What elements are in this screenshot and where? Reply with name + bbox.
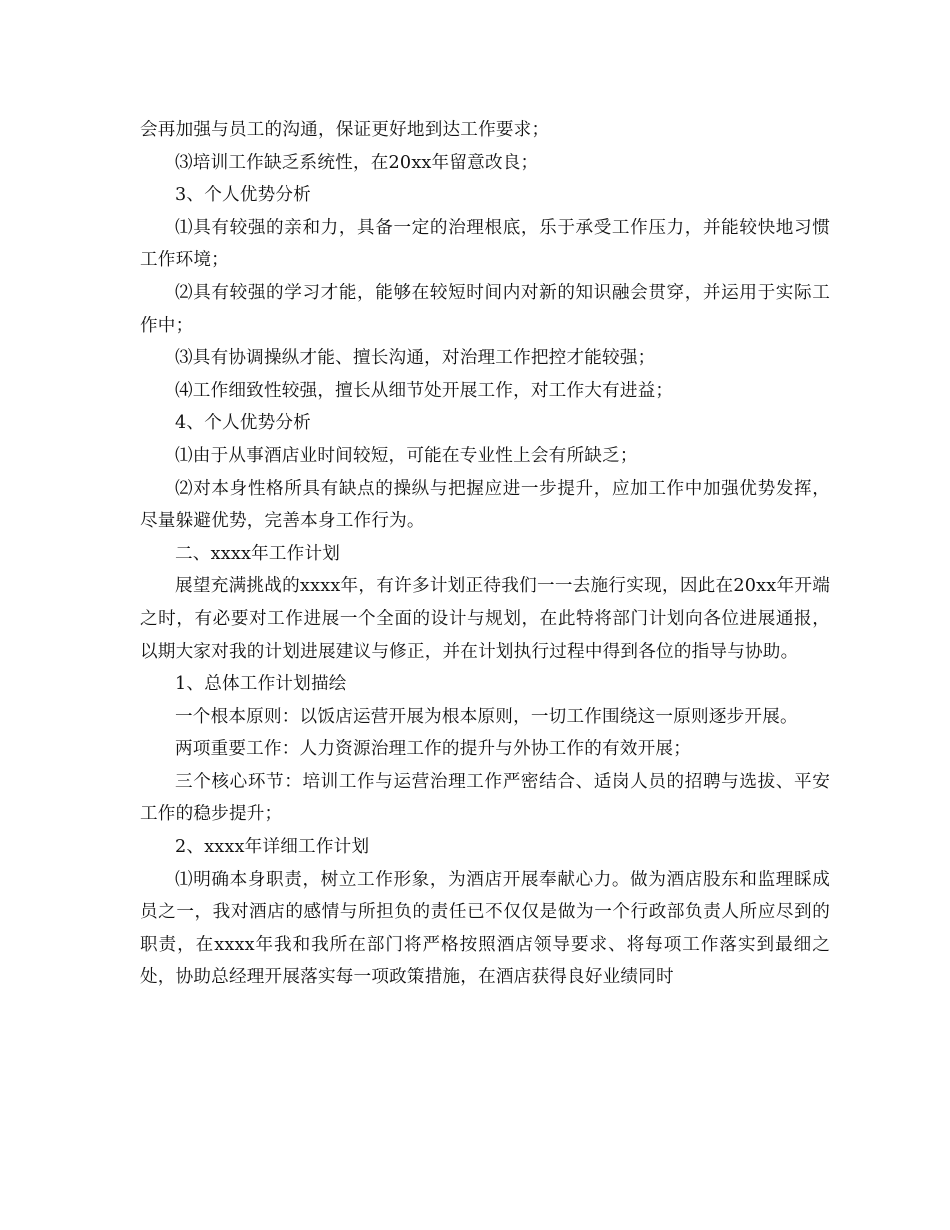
document-body bbox=[140, 114, 830, 994]
paragraph: ⑶培训工作缺乏系统性，在20xx年留意改良； bbox=[175, 152, 539, 173]
paragraph: 一个根本原则：以饭店运营开展为根本原则，一切工作围绕这一原则逐步开展。 bbox=[175, 706, 798, 727]
paragraph: 2、xxxx年详细工作计划 bbox=[175, 837, 370, 858]
paragraph: 三个核心环节：培训工作与运营治理工作严密结合、适岗人员的招聘与选拔、平安工作的稳步提升； bbox=[140, 771, 830, 825]
paragraph: 4、个人优势分析 bbox=[175, 413, 311, 434]
paragraph: 展望充满挑战的xxxx年，有许多计划正待我们一一去施行实现，因此在20xx年开端之时，有必要对工作进展一个全面的设计与规划，在此特将部门计划向各位进展通报，以期大家对我的计划进展建议与修正，并在计划执行过程中得到各位的指导与协助。 bbox=[140, 576, 830, 662]
paragraph: ⑴由于从事酒店业时间较短，可能在专业性上会有所缺乏； bbox=[175, 445, 638, 466]
paragraph: 会再加强与员工的沟通，保证更好地到达工作要求； bbox=[140, 120, 550, 140]
paragraph: ⑴具有较强的亲和力，具备一定的治理根底，乐于承受工作压力，并能较快地习惯工作环境； bbox=[140, 217, 830, 271]
paragraph: ⑶具有协调操纵才能、擅长沟通，对治理工作把控才能较强； bbox=[175, 348, 656, 369]
paragraph: ⑵对本身性格所具有缺点的操纵与把握应进一步提升，应加工作中加强优势发挥，尽量躲避优势，完善本身工作行为。 bbox=[140, 478, 830, 532]
paragraph: 两项重要工作：人力资源治理工作的提升与外协工作的有效开展； bbox=[175, 739, 692, 760]
paragraph: ⑴明确本身职责，树立工作形象，为酒店开展奉献心力。做为酒店股东和监理睬成员之一，我对酒店的感情与所担负的责任已不仅仅是做为一个行政部负责人所应尽到的职责，在xxxx年我和我所在部门将严格按照酒店领导要求、将每项工作落实到最细之处，协助总经理开展落实每一项政策措施，在酒店获得良好业绩同时 bbox=[140, 869, 830, 988]
paragraph: ⑷工作细致性较强，擅长从细节处开展工作，对工作大有进益； bbox=[175, 380, 674, 401]
paragraph: 1、总体工作计划描绘 bbox=[175, 674, 347, 695]
paragraph: 二、xxxx年工作计划 bbox=[175, 543, 341, 564]
paragraph: 3、个人优势分析 bbox=[175, 185, 311, 206]
paragraph: ⑵具有较强的学习才能，能够在较短时间内对新的知识融会贯穿，并运用于实际工作中； bbox=[140, 282, 830, 336]
